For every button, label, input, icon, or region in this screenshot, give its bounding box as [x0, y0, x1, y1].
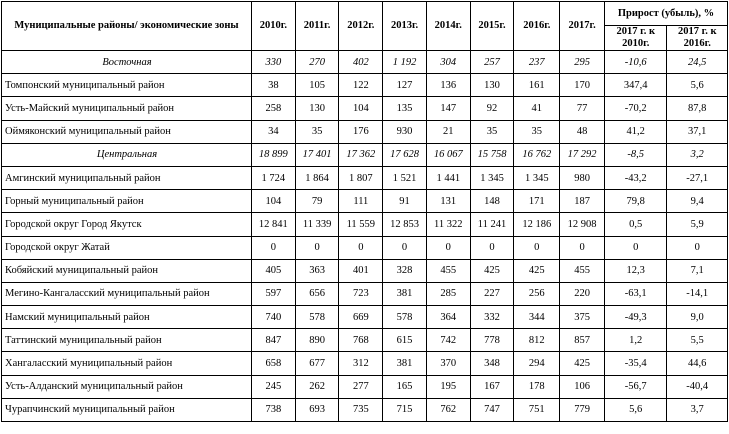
- growth-value-cell: -63,1: [605, 282, 667, 305]
- district-name-cell: Чурапчинский муниципальный район: [2, 398, 252, 421]
- table-row: [2, 306, 728, 329]
- year-value-cell: 0: [295, 236, 339, 259]
- growth-value-cell: 5,6: [667, 74, 728, 97]
- year-value-cell: 92: [470, 97, 514, 120]
- year-value-cell: 256: [514, 282, 560, 305]
- table-row: [2, 375, 728, 398]
- year-value-cell: 0: [470, 236, 514, 259]
- district-name-cell: Амгинский муниципальный район: [2, 166, 252, 189]
- year-value-cell: 363: [295, 259, 339, 282]
- year-value-cell: 1 441: [426, 166, 470, 189]
- column-header-year: 2012г.: [339, 2, 383, 51]
- year-value-cell: 136: [426, 74, 470, 97]
- year-value-cell: 677: [295, 352, 339, 375]
- year-value-cell: 11 322: [426, 213, 470, 236]
- column-header-year: 2013г.: [383, 2, 427, 51]
- table-row: [2, 282, 728, 305]
- year-value-cell: 79: [295, 190, 339, 213]
- table-row: [2, 259, 728, 282]
- year-value-cell: 16 067: [426, 143, 470, 166]
- growth-value-cell: -56,7: [605, 375, 667, 398]
- year-value-cell: 17 362: [339, 143, 383, 166]
- year-value-cell: 195: [426, 375, 470, 398]
- year-value-cell: 35: [470, 120, 514, 143]
- growth-value-cell: 3,2: [667, 143, 728, 166]
- growth-value-cell: 41,2: [605, 120, 667, 143]
- growth-value-cell: 347,4: [605, 74, 667, 97]
- year-value-cell: 1 345: [514, 166, 560, 189]
- year-value-cell: 15 758: [470, 143, 514, 166]
- growth-value-cell: -27,1: [667, 166, 728, 189]
- growth-value-cell: 24,5: [667, 51, 728, 74]
- year-value-cell: 167: [470, 375, 514, 398]
- column-header-year: 2015г.: [470, 2, 514, 51]
- district-name-cell: Хангаласский муниципальный район: [2, 352, 252, 375]
- growth-value-cell: -49,3: [605, 306, 667, 329]
- growth-value-cell: -35,4: [605, 352, 667, 375]
- table-row: [2, 398, 728, 421]
- year-value-cell: 161: [514, 74, 560, 97]
- column-header-year: 2017г.: [560, 2, 605, 51]
- column-header-growth-2016: 2017 г. к 2016г.: [667, 26, 728, 51]
- year-value-cell: 1 807: [339, 166, 383, 189]
- growth-value-cell: -40,4: [667, 375, 728, 398]
- growth-value-cell: 5,9: [667, 213, 728, 236]
- year-value-cell: 778: [470, 329, 514, 352]
- growth-value-cell: 1,2: [605, 329, 667, 352]
- year-value-cell: 328: [383, 259, 427, 282]
- district-name-cell: Томпонский муниципальный район: [2, 74, 252, 97]
- year-value-cell: 1 192: [383, 51, 427, 74]
- year-value-cell: 455: [426, 259, 470, 282]
- table-row: [2, 190, 728, 213]
- year-value-cell: 348: [470, 352, 514, 375]
- year-value-cell: 41: [514, 97, 560, 120]
- year-value-cell: 130: [470, 74, 514, 97]
- column-header-year: 2014г.: [426, 2, 470, 51]
- year-value-cell: 401: [339, 259, 383, 282]
- zone-name-cell: Восточная: [2, 51, 252, 74]
- year-value-cell: 980: [560, 166, 605, 189]
- growth-value-cell: -43,2: [605, 166, 667, 189]
- table-header: [2, 2, 728, 51]
- year-value-cell: 658: [251, 352, 295, 375]
- year-value-cell: 12 853: [383, 213, 427, 236]
- year-value-cell: 768: [339, 329, 383, 352]
- year-value-cell: 104: [251, 190, 295, 213]
- year-value-cell: 135: [383, 97, 427, 120]
- year-value-cell: 0: [560, 236, 605, 259]
- year-value-cell: 425: [514, 259, 560, 282]
- year-value-cell: 294: [514, 352, 560, 375]
- growth-value-cell: -70,2: [605, 97, 667, 120]
- year-value-cell: 1 864: [295, 166, 339, 189]
- year-value-cell: 364: [426, 306, 470, 329]
- year-value-cell: 170: [560, 74, 605, 97]
- district-name-cell: Усть-Майский муниципальный район: [2, 97, 252, 120]
- growth-value-cell: 0,5: [605, 213, 667, 236]
- year-value-cell: 597: [251, 282, 295, 305]
- year-value-cell: 34: [251, 120, 295, 143]
- year-value-cell: 104: [339, 97, 383, 120]
- year-value-cell: 715: [383, 398, 427, 421]
- year-value-cell: 693: [295, 398, 339, 421]
- year-value-cell: 1 724: [251, 166, 295, 189]
- year-value-cell: 147: [426, 97, 470, 120]
- year-value-cell: 370: [426, 352, 470, 375]
- growth-value-cell: 0: [605, 236, 667, 259]
- growth-value-cell: 5,5: [667, 329, 728, 352]
- district-name-cell: Намский муниципальный район: [2, 306, 252, 329]
- table-body: [2, 51, 728, 422]
- year-value-cell: 779: [560, 398, 605, 421]
- year-value-cell: 735: [339, 398, 383, 421]
- year-value-cell: 762: [426, 398, 470, 421]
- year-value-cell: 723: [339, 282, 383, 305]
- year-value-cell: 344: [514, 306, 560, 329]
- district-name-cell: Оймяконский муниципальный район: [2, 120, 252, 143]
- year-value-cell: 12 841: [251, 213, 295, 236]
- year-value-cell: 257: [470, 51, 514, 74]
- year-value-cell: 91: [383, 190, 427, 213]
- year-value-cell: 237: [514, 51, 560, 74]
- year-value-cell: 0: [383, 236, 427, 259]
- year-value-cell: 738: [251, 398, 295, 421]
- year-value-cell: 111: [339, 190, 383, 213]
- year-value-cell: 402: [339, 51, 383, 74]
- year-value-cell: 245: [251, 375, 295, 398]
- year-value-cell: 21: [426, 120, 470, 143]
- year-value-cell: 171: [514, 190, 560, 213]
- year-value-cell: 148: [470, 190, 514, 213]
- column-header-year: 2016г.: [514, 2, 560, 51]
- table-row: [2, 97, 728, 120]
- year-value-cell: 165: [383, 375, 427, 398]
- column-header-growth: Прирост (убыль), %: [605, 2, 728, 26]
- year-value-cell: 578: [295, 306, 339, 329]
- year-value-cell: 405: [251, 259, 295, 282]
- year-value-cell: 270: [295, 51, 339, 74]
- year-value-cell: 178: [514, 375, 560, 398]
- year-value-cell: 425: [470, 259, 514, 282]
- year-value-cell: 455: [560, 259, 605, 282]
- year-value-cell: 0: [514, 236, 560, 259]
- year-value-cell: 295: [560, 51, 605, 74]
- zone-row: [2, 51, 728, 74]
- year-value-cell: 131: [426, 190, 470, 213]
- year-value-cell: 106: [560, 375, 605, 398]
- year-value-cell: 262: [295, 375, 339, 398]
- year-value-cell: 12 186: [514, 213, 560, 236]
- year-value-cell: 38: [251, 74, 295, 97]
- growth-value-cell: 37,1: [667, 120, 728, 143]
- growth-value-cell: 5,6: [605, 398, 667, 421]
- district-name-cell: Горный муниципальный район: [2, 190, 252, 213]
- year-value-cell: 425: [560, 352, 605, 375]
- year-value-cell: 0: [339, 236, 383, 259]
- year-value-cell: 312: [339, 352, 383, 375]
- year-value-cell: 176: [339, 120, 383, 143]
- year-value-cell: 669: [339, 306, 383, 329]
- year-value-cell: 12 908: [560, 213, 605, 236]
- zone-name-cell: Центральная: [2, 143, 252, 166]
- data-table: [1, 1, 728, 422]
- year-value-cell: 17 628: [383, 143, 427, 166]
- year-value-cell: 656: [295, 282, 339, 305]
- table-row: [2, 329, 728, 352]
- year-value-cell: 578: [383, 306, 427, 329]
- growth-value-cell: 9,0: [667, 306, 728, 329]
- column-header-name: Муниципальные районы/ экономические зоны: [2, 2, 252, 51]
- year-value-cell: 77: [560, 97, 605, 120]
- year-value-cell: 127: [383, 74, 427, 97]
- year-value-cell: 35: [514, 120, 560, 143]
- district-name-cell: Таттинский муниципальный район: [2, 329, 252, 352]
- year-value-cell: 381: [383, 282, 427, 305]
- district-name-cell: Кобяйский муниципальный район: [2, 259, 252, 282]
- year-value-cell: 751: [514, 398, 560, 421]
- year-value-cell: 17 401: [295, 143, 339, 166]
- district-name-cell: Мегино-Кангаласский муниципальный район: [2, 282, 252, 305]
- table-row: [2, 120, 728, 143]
- year-value-cell: 122: [339, 74, 383, 97]
- year-value-cell: 0: [251, 236, 295, 259]
- year-value-cell: 615: [383, 329, 427, 352]
- year-value-cell: 740: [251, 306, 295, 329]
- column-header-year: 2010г.: [251, 2, 295, 51]
- year-value-cell: 375: [560, 306, 605, 329]
- year-value-cell: 847: [251, 329, 295, 352]
- year-value-cell: 220: [560, 282, 605, 305]
- year-value-cell: 742: [426, 329, 470, 352]
- year-value-cell: 48: [560, 120, 605, 143]
- year-value-cell: 812: [514, 329, 560, 352]
- year-value-cell: 35: [295, 120, 339, 143]
- growth-value-cell: -10,6: [605, 51, 667, 74]
- district-name-cell: Городской округ Город Якутск: [2, 213, 252, 236]
- growth-value-cell: 7,1: [667, 259, 728, 282]
- year-value-cell: 332: [470, 306, 514, 329]
- year-value-cell: 105: [295, 74, 339, 97]
- year-value-cell: 304: [426, 51, 470, 74]
- year-value-cell: 0: [426, 236, 470, 259]
- year-value-cell: 18 899: [251, 143, 295, 166]
- table-row: [2, 213, 728, 236]
- column-header-growth-2010: 2017 г. к 2010г.: [605, 26, 667, 51]
- table-row: [2, 166, 728, 189]
- year-value-cell: 1 345: [470, 166, 514, 189]
- year-value-cell: 187: [560, 190, 605, 213]
- growth-value-cell: -14,1: [667, 282, 728, 305]
- year-value-cell: 11 241: [470, 213, 514, 236]
- year-value-cell: 258: [251, 97, 295, 120]
- year-value-cell: 857: [560, 329, 605, 352]
- year-value-cell: 930: [383, 120, 427, 143]
- growth-value-cell: 9,4: [667, 190, 728, 213]
- growth-value-cell: 44,6: [667, 352, 728, 375]
- year-value-cell: 11 559: [339, 213, 383, 236]
- growth-value-cell: -8,5: [605, 143, 667, 166]
- year-value-cell: 17 292: [560, 143, 605, 166]
- growth-value-cell: 79,8: [605, 190, 667, 213]
- year-value-cell: 16 762: [514, 143, 560, 166]
- growth-value-cell: 12,3: [605, 259, 667, 282]
- zone-row: [2, 143, 728, 166]
- table-row: [2, 352, 728, 375]
- year-value-cell: 890: [295, 329, 339, 352]
- year-value-cell: 747: [470, 398, 514, 421]
- growth-value-cell: 87,8: [667, 97, 728, 120]
- column-header-year: 2011г.: [295, 2, 339, 51]
- table-row: [2, 236, 728, 259]
- district-name-cell: Усть-Алданский муниципальный район: [2, 375, 252, 398]
- year-value-cell: 130: [295, 97, 339, 120]
- year-value-cell: 285: [426, 282, 470, 305]
- district-name-cell: Городской округ Жатай: [2, 236, 252, 259]
- year-value-cell: 1 521: [383, 166, 427, 189]
- year-value-cell: 11 339: [295, 213, 339, 236]
- table-row: [2, 74, 728, 97]
- year-value-cell: 277: [339, 375, 383, 398]
- growth-value-cell: 3,7: [667, 398, 728, 421]
- growth-value-cell: 0: [667, 236, 728, 259]
- year-value-cell: 330: [251, 51, 295, 74]
- year-value-cell: 381: [383, 352, 427, 375]
- year-value-cell: 227: [470, 282, 514, 305]
